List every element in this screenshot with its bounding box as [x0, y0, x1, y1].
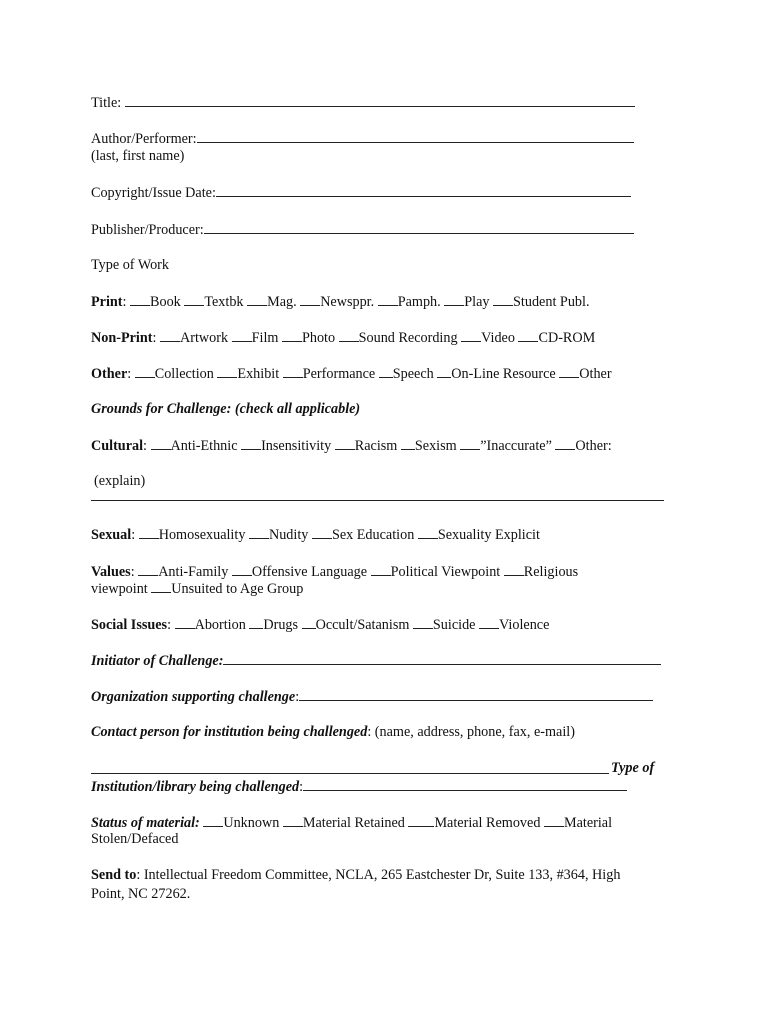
- other-item-online-resource: On-Line Resource: [451, 366, 556, 382]
- contact-label: Contact person for institution being challenged: [91, 724, 368, 740]
- sexual-item-sex-education: Sex Education: [331, 527, 415, 543]
- nonprint-item-artwork: Artwork: [179, 330, 229, 346]
- checkbox-homosexuality[interactable]: [139, 526, 159, 539]
- organization-field[interactable]: [299, 688, 653, 701]
- print-item-newsppr: Newsppr.: [320, 294, 375, 310]
- publisher-field[interactable]: [204, 221, 634, 234]
- values-row: Values: Anti-Family Offensive Language Political Viewpoint Religious: [91, 564, 579, 580]
- cultural-item-anti-ethnic: Anti-Ethnic: [170, 438, 238, 454]
- other-item-collection: Collection: [154, 366, 214, 382]
- author-field[interactable]: [197, 130, 634, 143]
- sexual-label: Sexual: [91, 527, 132, 543]
- contact-field[interactable]: [91, 773, 609, 774]
- status-item-unknown: Unknown: [223, 815, 280, 831]
- title-field[interactable]: [125, 94, 635, 107]
- checkbox-insensitivity[interactable]: [241, 437, 261, 450]
- social-item-abortion: Abortion: [194, 617, 246, 633]
- checkbox-sexism[interactable]: [401, 437, 415, 450]
- sexual-row: Sexual: Homosexuality Nudity Sex Education Sexuality Explicit: [91, 527, 540, 543]
- checkbox-cd-rom[interactable]: [518, 329, 538, 342]
- values-label: Values: [91, 564, 131, 580]
- sexual-item-homosexuality: Homosexuality: [158, 527, 246, 543]
- other-row: Other: Collection Exhibit Performance Speech On-Line Resource Other: [91, 366, 612, 382]
- checkbox-occult[interactable]: [302, 616, 316, 629]
- nonprint-item-sound-recording: Sound Recording: [358, 330, 458, 346]
- checkbox-exhibit[interactable]: [217, 365, 237, 378]
- checkbox-artwork[interactable]: [160, 329, 180, 342]
- status-item-stolen: Stolen/Defaced: [91, 831, 179, 847]
- values-item-unsuited: Unsuited to Age Group: [171, 581, 304, 597]
- values-item-political-viewpoint: Political Viewpoint: [390, 564, 501, 580]
- checkbox-mag[interactable]: [247, 293, 267, 306]
- checkbox-inaccurate[interactable]: [460, 437, 480, 450]
- print-item-student-publ: Student Publ.: [513, 294, 590, 310]
- cultural-item-other: Other:: [575, 438, 612, 454]
- checkbox-newsppr[interactable]: [300, 293, 320, 306]
- cultural-item-racism: Racism: [354, 438, 398, 454]
- nonprint-row: Non-Print: Artwork Film Photo Sound Recording Video CD-ROM: [91, 330, 596, 346]
- social-item-suicide: Suicide: [432, 617, 476, 633]
- checkbox-other[interactable]: [559, 365, 579, 378]
- cultural-item-insensitivity: Insensitivity: [261, 438, 332, 454]
- copyright-row: [91, 184, 631, 202]
- grounds-heading: Grounds for Challenge: (check all applicable): [91, 401, 361, 417]
- checkbox-drugs[interactable]: [249, 616, 263, 629]
- checkbox-collection[interactable]: [135, 365, 155, 378]
- cultural-item-inaccurate: ”Inaccurate”: [480, 438, 552, 454]
- checkbox-unknown[interactable]: [203, 814, 223, 827]
- print-item-mag: Mag.: [267, 294, 297, 310]
- type-of-work-heading: Type of Work: [91, 257, 169, 273]
- values-item-anti-family: Anti-Family: [158, 564, 229, 580]
- sexual-item-nudity: Nudity: [268, 527, 309, 543]
- checkbox-offensive-language[interactable]: [232, 563, 252, 576]
- checkbox-book[interactable]: [130, 293, 150, 306]
- initiator-field[interactable]: [223, 652, 661, 665]
- title-row: [91, 94, 635, 112]
- nonprint-item-photo: Photo: [301, 330, 336, 346]
- checkbox-film[interactable]: [232, 329, 252, 342]
- contact-details-label: : (name, address, phone, fax, e-mail): [367, 724, 575, 740]
- checkbox-abortion[interactable]: [175, 616, 195, 629]
- checkbox-racism[interactable]: [335, 437, 355, 450]
- nonprint-item-video: Video: [481, 330, 515, 346]
- institution-label: Institution/library being challenged: [91, 779, 300, 795]
- print-item-play: Play: [464, 294, 490, 310]
- checkbox-student-publ[interactable]: [493, 293, 513, 306]
- checkbox-performance[interactable]: [283, 365, 303, 378]
- author-row: [91, 130, 634, 148]
- checkbox-violence[interactable]: [479, 616, 499, 629]
- nonprint-item-cd-rom: CD-ROM: [538, 330, 596, 346]
- social-row: Social Issues: Abortion Drugs Occult/Satanism Suicide Violence: [91, 617, 550, 633]
- checkbox-anti-family[interactable]: [138, 563, 158, 576]
- values-item-religious: Religious: [523, 564, 579, 580]
- initiator-label: Initiator of Challenge:: [91, 653, 224, 669]
- contact-row: [91, 724, 575, 741]
- status-item-removed: Material Removed: [434, 815, 541, 831]
- checkbox-textbk[interactable]: [184, 293, 204, 306]
- checkbox-suicide[interactable]: [413, 616, 433, 629]
- other-item-other: Other: [579, 366, 612, 382]
- checkbox-anti-ethnic[interactable]: [151, 437, 171, 450]
- checkbox-stolen[interactable]: [544, 814, 564, 827]
- send-to-address-2: Point, NC 27262.: [91, 886, 191, 902]
- print-item-book: Book: [150, 294, 181, 310]
- institution-row: Institution/library being challenged:: [91, 778, 627, 796]
- values-item-viewpoint: viewpoint: [91, 581, 148, 597]
- checkbox-pamph[interactable]: [378, 293, 398, 306]
- status-item-retained: Material Retained: [302, 815, 405, 831]
- other-item-performance: Performance: [302, 366, 376, 382]
- checkbox-photo[interactable]: [282, 329, 302, 342]
- checkbox-sound-recording[interactable]: [339, 329, 359, 342]
- status-item-material: Material: [563, 815, 613, 831]
- title-label: Title:: [91, 95, 122, 111]
- other-item-exhibit: Exhibit: [237, 366, 280, 382]
- checkbox-video[interactable]: [461, 329, 481, 342]
- organization-label: Organization supporting challenge: [91, 689, 296, 705]
- print-row: Print: Book Textbk Mag. Newsppr. Pamph. Play Student Publ.: [91, 294, 590, 310]
- values-row-2: [91, 580, 303, 598]
- copyright-field[interactable]: [216, 184, 631, 197]
- cultural-row: Cultural: Anti-Ethnic Insensitivity Racism Sexism ”Inaccurate” Other:: [91, 438, 612, 454]
- checkbox-nudity[interactable]: [249, 526, 269, 539]
- nonprint-item-film: Film: [251, 330, 279, 346]
- print-item-pamph: Pamph.: [397, 294, 441, 310]
- print-label: Print: [91, 294, 123, 310]
- checkbox-retained[interactable]: [283, 814, 303, 827]
- cultural-item-sexism: Sexism: [414, 438, 457, 454]
- social-label: Social Issues: [91, 617, 168, 633]
- author-label: Author/Performer:: [91, 131, 197, 147]
- checkbox-religious-viewpoint[interactable]: [504, 563, 524, 576]
- explain-label: (explain): [94, 473, 146, 489]
- publisher-label: Publisher/Producer:: [91, 222, 204, 238]
- sexual-item-sexuality-explicit: Sexuality Explicit: [437, 527, 540, 543]
- checkbox-online-resource[interactable]: [437, 365, 451, 378]
- checkbox-sex-education[interactable]: [312, 526, 332, 539]
- social-item-violence: Violence: [499, 617, 550, 633]
- send-to-label: Send to: [91, 867, 137, 883]
- cultural-label: Cultural: [91, 438, 144, 454]
- organization-row: Organization supporting challenge:: [91, 688, 653, 706]
- nonprint-label: Non-Print: [91, 330, 153, 346]
- values-item-offensive-language: Offensive Language: [251, 564, 368, 580]
- print-item-textbk: Textbk: [204, 294, 244, 310]
- checkbox-cultural-other[interactable]: [555, 437, 575, 450]
- social-item-occult: Occult/Satanism: [315, 617, 410, 633]
- copyright-label: Copyright/Issue Date:: [91, 185, 216, 201]
- checkbox-sexuality-explicit[interactable]: [418, 526, 438, 539]
- author-note: (last, first name): [91, 148, 185, 164]
- checkbox-speech[interactable]: [379, 365, 393, 378]
- type-of-label: Type of: [611, 760, 655, 776]
- social-item-drugs: Drugs: [263, 617, 299, 633]
- other-label: Other: [91, 366, 128, 382]
- checkbox-unsuited-age[interactable]: [151, 580, 171, 593]
- status-row: [91, 814, 612, 832]
- other-item-speech: Speech: [392, 366, 434, 382]
- explain-field[interactable]: [91, 500, 664, 501]
- checkbox-political-viewpoint[interactable]: [371, 563, 391, 576]
- checkbox-removed[interactable]: [408, 814, 434, 827]
- publisher-row: [91, 221, 634, 239]
- send-to-row: [91, 867, 620, 884]
- initiator-row: [91, 652, 661, 670]
- institution-field[interactable]: [303, 778, 627, 791]
- status-label: Status of material:: [91, 815, 200, 831]
- checkbox-play[interactable]: [444, 293, 464, 306]
- send-to-address-1: : Intellectual Freedom Committee, NCLA, 265 Eastchester Dr, Suite 133, #364, High: [136, 867, 621, 883]
